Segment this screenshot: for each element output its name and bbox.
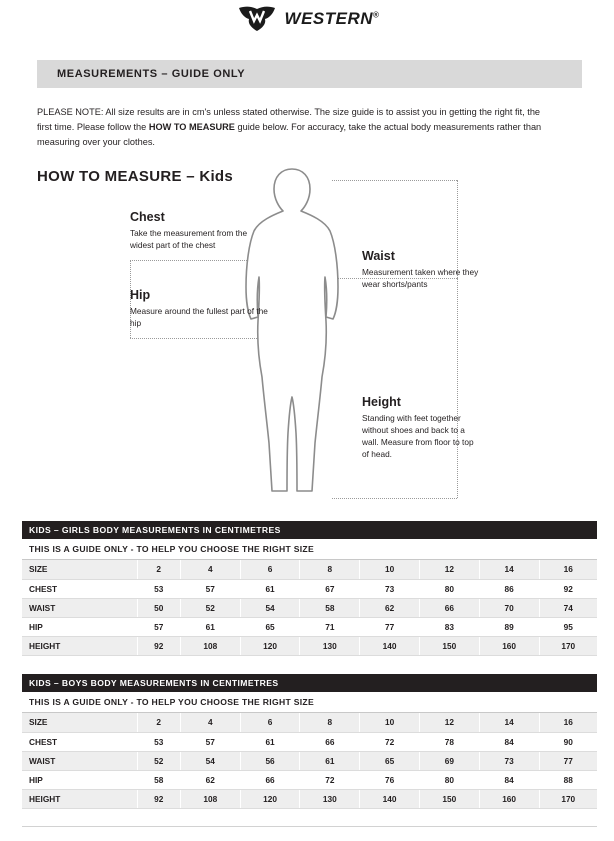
callout-hip-body: Measure around the fullest part of the hip xyxy=(130,306,268,329)
boys-row-0-v0: 53 xyxy=(137,732,180,751)
measurements-header-bar xyxy=(37,60,582,88)
boys-size-6: 14 xyxy=(479,713,539,732)
boys-size-label: SIZE xyxy=(22,713,137,732)
callout-hip xyxy=(130,288,270,329)
girls-row-0-v3: 67 xyxy=(300,579,360,598)
note-text-part1: PLEASE NOTE: All size results are in cm's unless stated otherwise. The size guide is to assist you in getting the right fit, the first time. Please follow the xyxy=(37,107,541,133)
guide-line-top xyxy=(332,180,457,181)
girls-row-3-v5: 150 xyxy=(419,636,479,655)
boys-table-title: KIDS – BOYS BODY MEASUREMENTS IN CENTIMETRES xyxy=(22,674,597,692)
callout-hip-title: Hip xyxy=(130,288,151,302)
girls-row-1-v0: 50 xyxy=(137,598,180,617)
boys-row-3-v1: 108 xyxy=(180,789,240,808)
girls-row-1-v7: 74 xyxy=(539,598,597,617)
callout-chest xyxy=(130,210,270,251)
boys-row-0-v6: 84 xyxy=(479,732,539,751)
callout-height xyxy=(362,395,482,460)
w-bull-logo-icon xyxy=(235,4,279,34)
girls-row-3-v0: 92 xyxy=(137,636,180,655)
guide-line-right-vertical-bottom xyxy=(457,278,458,498)
girls-row-2-label: HIP xyxy=(22,617,137,636)
girls-size-5: 12 xyxy=(419,560,479,579)
boys-row-2-v5: 80 xyxy=(419,770,479,789)
boys-row-1-v0: 52 xyxy=(137,751,180,770)
girls-row-1-v5: 66 xyxy=(419,598,479,617)
boys-row-1-label: WAIST xyxy=(22,751,137,770)
girls-size-7: 16 xyxy=(539,560,597,579)
howto-figure-area xyxy=(37,160,582,505)
table-row xyxy=(22,770,597,789)
table-row xyxy=(22,751,597,770)
boys-row-2-v0: 58 xyxy=(137,770,180,789)
boys-row-3-v4: 140 xyxy=(360,789,420,808)
girls-row-1-v1: 52 xyxy=(180,598,240,617)
boys-row-0-v4: 72 xyxy=(360,732,420,751)
callout-chest-body: Take the measurement from the widest part of the chest xyxy=(130,228,248,251)
brand-name: WESTERN® xyxy=(284,9,380,28)
girls-row-2-v3: 71 xyxy=(300,617,360,636)
girls-row-2-v4: 77 xyxy=(360,617,420,636)
boys-row-0-v3: 66 xyxy=(300,732,360,751)
boys-row-1-v7: 77 xyxy=(539,751,597,770)
please-note-paragraph xyxy=(37,105,552,151)
girls-row-3-v3: 130 xyxy=(300,636,360,655)
girls-row-0-v0: 53 xyxy=(137,579,180,598)
table-row xyxy=(22,636,597,655)
boys-row-2-v1: 62 xyxy=(180,770,240,789)
table-row xyxy=(22,732,597,751)
boys-row-0-v7: 90 xyxy=(539,732,597,751)
note-emphasis: HOW TO MEASURE xyxy=(148,122,235,133)
girls-table xyxy=(22,560,597,656)
table-row xyxy=(22,617,597,636)
girls-size-1: 4 xyxy=(180,560,240,579)
boys-row-0-label: CHEST xyxy=(22,732,137,751)
girls-row-1-v2: 54 xyxy=(240,598,300,617)
boys-row-1-v4: 65 xyxy=(360,751,420,770)
boys-size-7: 16 xyxy=(539,713,597,732)
girls-row-2-v7: 95 xyxy=(539,617,597,636)
boys-row-2-v4: 76 xyxy=(360,770,420,789)
table-row xyxy=(22,598,597,617)
boys-row-3-v0: 92 xyxy=(137,789,180,808)
girls-row-1-label: WAIST xyxy=(22,598,137,617)
girls-row-0-label: CHEST xyxy=(22,579,137,598)
boys-row-2-v3: 72 xyxy=(300,770,360,789)
boys-table xyxy=(22,713,597,809)
boys-row-0-v2: 61 xyxy=(240,732,300,751)
girls-measurements-table xyxy=(22,521,597,656)
callout-waist-title: Waist xyxy=(362,249,395,263)
table-row xyxy=(22,579,597,598)
boys-row-3-v5: 150 xyxy=(419,789,479,808)
howto-title: HOW TO MEASURE – Kids xyxy=(37,168,234,185)
girls-row-3-v7: 170 xyxy=(539,636,597,655)
boys-size-4: 10 xyxy=(360,713,420,732)
boys-size-0: 2 xyxy=(137,713,180,732)
girls-row-0-v5: 80 xyxy=(419,579,479,598)
girls-row-0-v4: 73 xyxy=(360,579,420,598)
girls-row-0-v2: 61 xyxy=(240,579,300,598)
girls-row-0-v7: 92 xyxy=(539,579,597,598)
boys-row-0-v1: 57 xyxy=(180,732,240,751)
table-row xyxy=(22,789,597,808)
girls-row-1-v3: 58 xyxy=(300,598,360,617)
boys-row-3-v6: 160 xyxy=(479,789,539,808)
girls-size-0: 2 xyxy=(137,560,180,579)
page-bottom-divider xyxy=(22,826,597,827)
girls-row-1-v4: 62 xyxy=(360,598,420,617)
guide-line-bottom xyxy=(332,498,457,499)
girls-row-2-v2: 65 xyxy=(240,617,300,636)
table-row-size xyxy=(22,713,597,732)
girls-row-2-v6: 89 xyxy=(479,617,539,636)
girls-size-3: 8 xyxy=(300,560,360,579)
table-row-size xyxy=(22,560,597,579)
girls-row-0-v6: 86 xyxy=(479,579,539,598)
boys-row-3-v3: 130 xyxy=(300,789,360,808)
boys-row-2-v2: 66 xyxy=(240,770,300,789)
girls-row-3-v6: 160 xyxy=(479,636,539,655)
boys-row-3-label: HEIGHT xyxy=(22,789,137,808)
boys-row-1-v6: 73 xyxy=(479,751,539,770)
girls-size-label: SIZE xyxy=(22,560,137,579)
boys-row-3-v7: 170 xyxy=(539,789,597,808)
girls-row-2-v0: 57 xyxy=(137,617,180,636)
boys-table-subtitle: THIS IS A GUIDE ONLY - TO HELP YOU CHOOSE THE RIGHT SIZE xyxy=(22,692,597,713)
boys-measurements-table xyxy=(22,674,597,809)
girls-row-1-v6: 70 xyxy=(479,598,539,617)
measurements-header-label: MEASUREMENTS – GUIDE ONLY xyxy=(57,68,246,80)
boys-size-2: 6 xyxy=(240,713,300,732)
boys-row-3-v2: 120 xyxy=(240,789,300,808)
note-text-part2: guide below. For accuracy, take the actual body measurements rather than measuring over your clothes. xyxy=(37,122,542,148)
boys-row-1-v2: 56 xyxy=(240,751,300,770)
boys-row-1-v5: 69 xyxy=(419,751,479,770)
boys-size-3: 8 xyxy=(300,713,360,732)
girls-table-subtitle: THIS IS A GUIDE ONLY - TO HELP YOU CHOOSE THE RIGHT SIZE xyxy=(22,539,597,560)
boys-row-2-label: HIP xyxy=(22,770,137,789)
callout-waist xyxy=(362,249,492,290)
girls-row-0-v1: 57 xyxy=(180,579,240,598)
boys-row-1-v3: 61 xyxy=(300,751,360,770)
girls-size-4: 10 xyxy=(360,560,420,579)
callout-chest-title: Chest xyxy=(130,210,165,224)
callout-height-body: Standing with feet together without shoes and back to a wall. Measure from floor to top of head. xyxy=(362,413,474,460)
girls-table-title: KIDS – GIRLS BODY MEASUREMENTS IN CENTIMETRES xyxy=(22,521,597,539)
boys-row-1-v1: 54 xyxy=(180,751,240,770)
boys-row-2-v6: 84 xyxy=(479,770,539,789)
callout-height-title: Height xyxy=(362,395,401,409)
girls-size-2: 6 xyxy=(240,560,300,579)
girls-row-3-label: HEIGHT xyxy=(22,636,137,655)
girls-row-2-v1: 61 xyxy=(180,617,240,636)
girls-row-3-v1: 108 xyxy=(180,636,240,655)
boys-size-1: 4 xyxy=(180,713,240,732)
boys-row-2-v7: 88 xyxy=(539,770,597,789)
boys-size-5: 12 xyxy=(419,713,479,732)
girls-size-6: 14 xyxy=(479,560,539,579)
girls-row-3-v2: 120 xyxy=(240,636,300,655)
callout-waist-body: Measurement taken where they wear shorts/pants xyxy=(362,267,479,290)
girls-row-2-v5: 83 xyxy=(419,617,479,636)
brand-logo xyxy=(0,4,614,34)
girls-row-3-v4: 140 xyxy=(360,636,420,655)
boys-row-0-v5: 78 xyxy=(419,732,479,751)
